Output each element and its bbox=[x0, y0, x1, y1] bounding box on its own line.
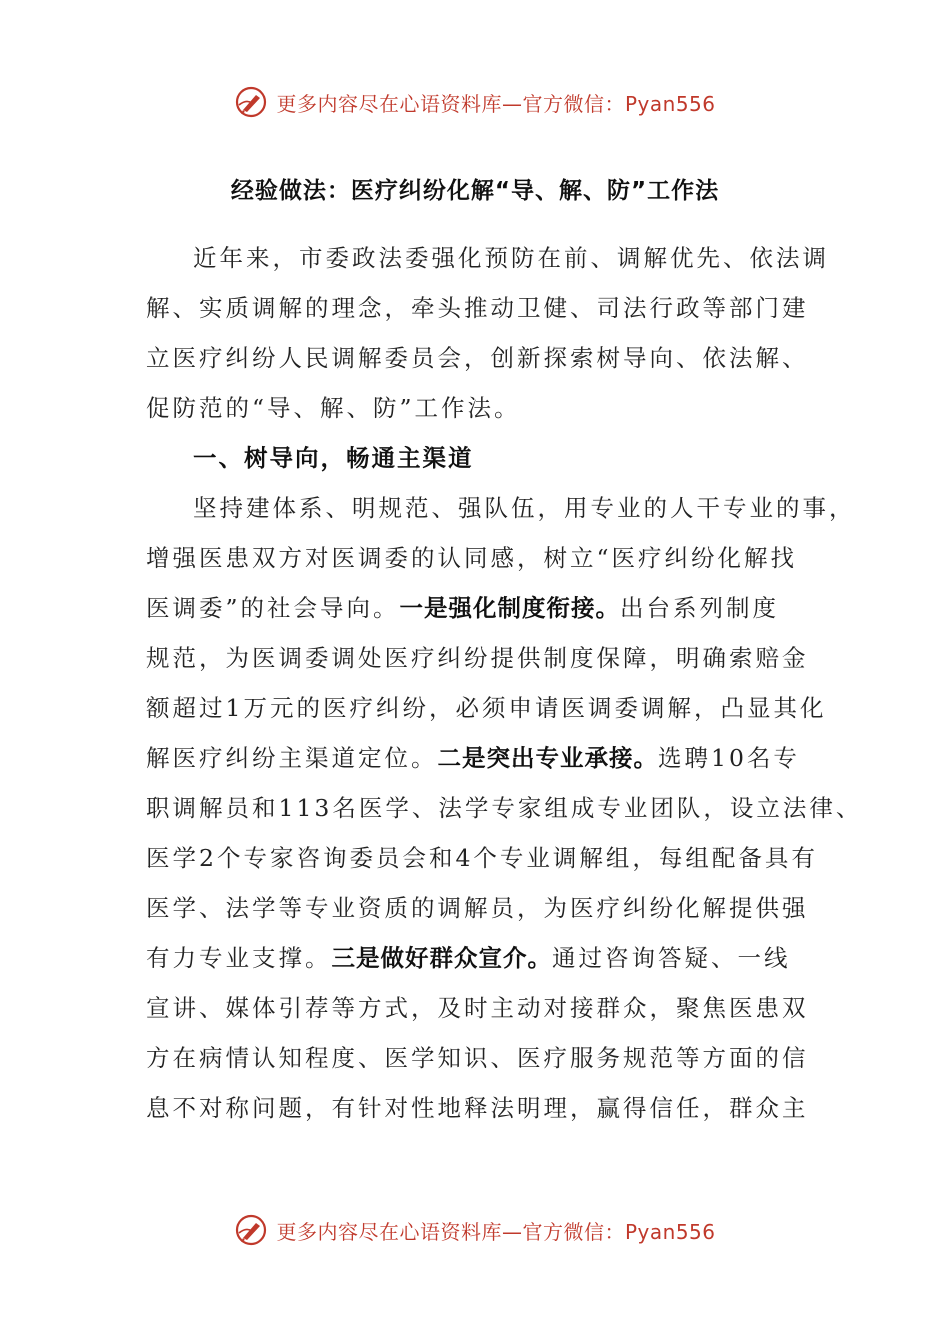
document-body bbox=[146, 233, 863, 1133]
paragraph-line: 医学2个专家咨询委员会和4个专业调解组，每组配备具有 bbox=[146, 844, 818, 872]
text-span: 通过咨询答疑、一线 bbox=[552, 944, 791, 972]
watermark-wechat-id: Pyan556 bbox=[624, 91, 716, 116]
watermark-suffix: 官方微信： bbox=[522, 1219, 625, 1244]
watermark-wechat-id: Pyan556 bbox=[624, 1219, 716, 1244]
watermark-site-name: 更多内容尽在心语资料库 bbox=[276, 91, 502, 116]
bold-point-1: 一是强化制度衔接。 bbox=[399, 594, 621, 622]
bold-point-2: 二是突出专业承接。 bbox=[437, 744, 658, 772]
text-span: 出台系列制度 bbox=[620, 594, 780, 622]
paragraph-line: 息不对称问题，有针对性地释法明理，赢得信任，群众主 bbox=[146, 1094, 809, 1122]
paragraph-line bbox=[146, 933, 826, 983]
paragraph-line: 医学、法学等专业资质的调解员，为医疗纠纷化解提供强 bbox=[146, 894, 809, 922]
paragraph-line bbox=[146, 733, 826, 783]
paragraph-line: 增强医患双方对医调委的认同感，树立“医疗纠纷化解找 bbox=[146, 544, 798, 572]
intro-line-4: 促防范的“导、解、防”工作法。 bbox=[146, 394, 521, 422]
section-heading-1: 一、树导向，畅通主渠道 bbox=[193, 444, 474, 472]
paragraph-line: 额超过1万元的医疗纠纷，必须申请医调委调解，凸显其化 bbox=[146, 694, 827, 722]
footer-watermark bbox=[0, 1210, 950, 1250]
watermark-dash: — bbox=[501, 91, 523, 116]
intro-line-3: 立医疗纠纷人民调解委员会，创新探索树导向、依法解、 bbox=[146, 344, 809, 372]
paragraph-line: 规范，为医调委调处医疗纠纷提供制度保障，明确索赔金 bbox=[146, 644, 809, 672]
header-watermark bbox=[0, 82, 950, 122]
pen-nib-logo-icon bbox=[234, 1213, 268, 1247]
watermark-dash: — bbox=[501, 1219, 523, 1244]
pen-nib-logo-icon bbox=[234, 85, 268, 119]
paragraph-line: 宣讲、媒体引荐等方式，及时主动对接群众，聚焦医患双 bbox=[146, 994, 809, 1022]
watermark-site-name: 更多内容尽在心语资料库 bbox=[276, 1219, 502, 1244]
paragraph-line: 坚持建体系、明规范、强队伍，用专业的人干专业的事， bbox=[193, 494, 856, 522]
paragraph-line: 职调解员和113名医学、法学专家组成专业团队，设立法律、 bbox=[146, 794, 863, 822]
watermark-suffix: 官方微信： bbox=[522, 91, 625, 116]
paragraph-line: 方在病情认知程度、医学知识、医疗服务规范等方面的信 bbox=[146, 1044, 809, 1072]
intro-line-1: 近年来，市委政法委强化预防在前、调解优先、依法调 bbox=[193, 244, 829, 272]
bold-point-3: 三是做好群众宣介。 bbox=[331, 944, 552, 972]
text-span: 医调委”的社会导向。 bbox=[146, 594, 400, 622]
text-span: 解医疗纠纷主渠道定位。 bbox=[146, 744, 438, 772]
watermark-text bbox=[276, 1216, 715, 1245]
text-span: 选聘10名专 bbox=[658, 744, 800, 772]
document-title: 经验做法：医疗纠纷化解“导、解、防”工作法 bbox=[230, 178, 720, 204]
intro-line-2: 解、实质调解的理念，牵头推动卫健、司法行政等部门建 bbox=[146, 294, 809, 322]
watermark-text bbox=[276, 88, 715, 117]
text-span: 有力专业支撑。 bbox=[146, 944, 332, 972]
paragraph-line bbox=[146, 583, 826, 633]
